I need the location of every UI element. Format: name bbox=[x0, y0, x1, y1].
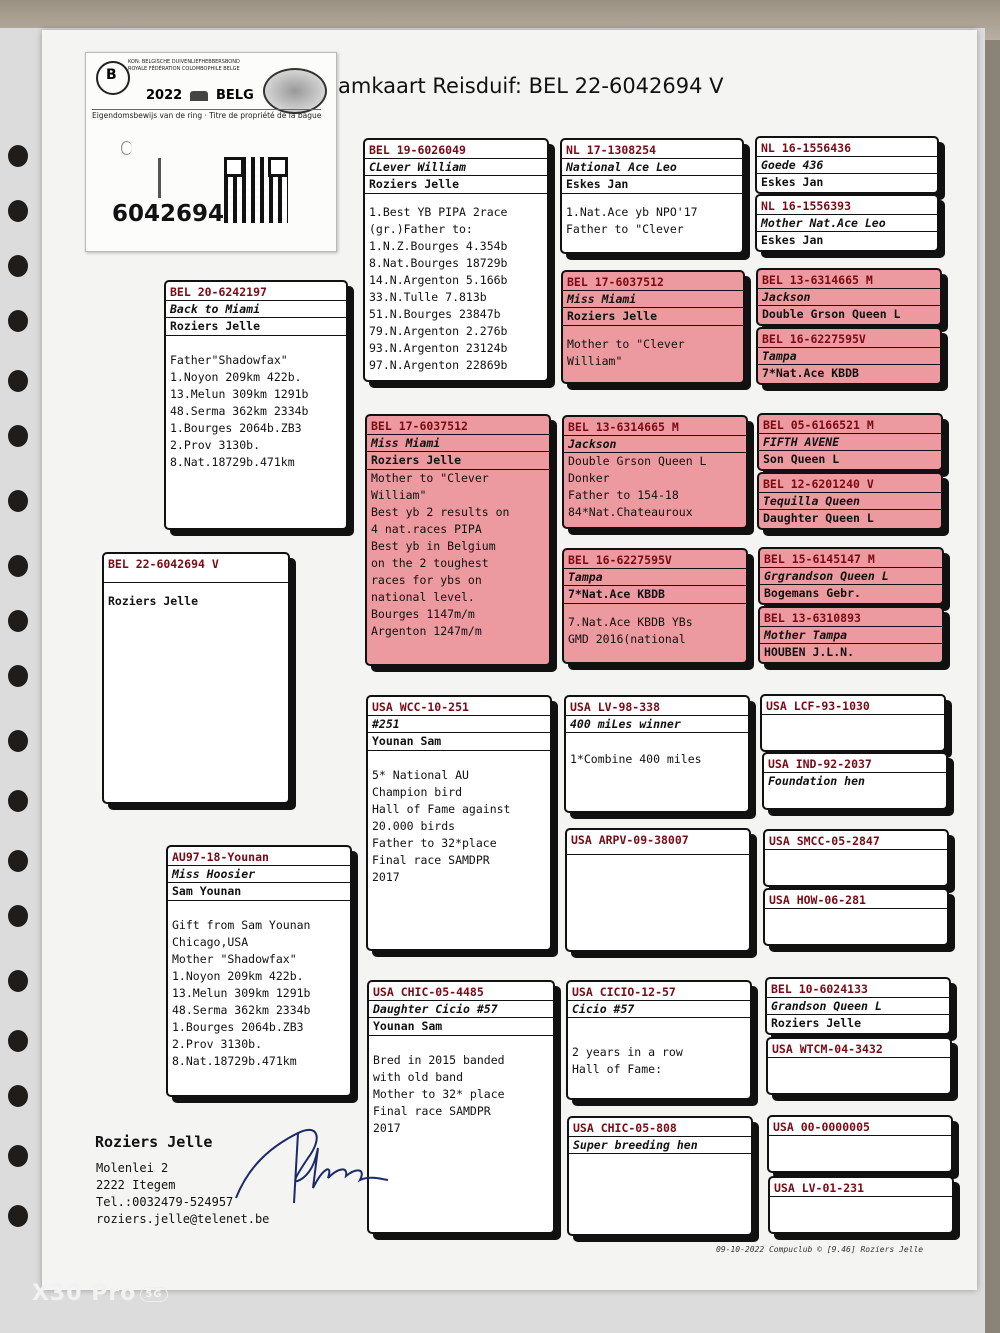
ring-number: BEL 15-6145147 M bbox=[764, 552, 875, 566]
info-line: 2017 bbox=[373, 1121, 401, 1135]
breeder-name: Roziers Jelle bbox=[95, 1133, 213, 1151]
address-email: roziers.jelle@telenet.be bbox=[96, 1212, 270, 1226]
seal-icon bbox=[263, 68, 327, 114]
info-lines bbox=[365, 194, 547, 374]
ring-number: BEL 16-6227595V bbox=[762, 332, 866, 346]
info-line: Final race SAMDPR bbox=[372, 853, 490, 867]
punch-hole bbox=[8, 1030, 28, 1052]
info-line: 48.Serma 362km 2334b bbox=[170, 404, 309, 418]
org-name-fr: ROYALE FÉDÉRATION COLOMBOPHILE BELGE bbox=[128, 66, 240, 72]
pigeon-name: Mother Tampa bbox=[760, 626, 942, 643]
ring-number: USA CICIO-12-57 bbox=[572, 985, 676, 999]
owner: Daughter Queen L bbox=[759, 509, 941, 527]
info-line: 20.000 birds bbox=[372, 819, 456, 833]
pigeon-name: Tampa bbox=[564, 568, 746, 585]
pigeon-name: Jackson bbox=[758, 288, 940, 305]
info-line: 1.Noyon 209km 422b. bbox=[172, 969, 304, 983]
punch-hole bbox=[8, 1145, 28, 1167]
info-line: 5* National AU bbox=[372, 768, 469, 782]
info-line: 8.Nat.18729b.471km bbox=[170, 455, 295, 469]
owner: Son Queen L bbox=[759, 450, 941, 468]
info-lines bbox=[568, 1018, 750, 1078]
owner: Eskes Jan bbox=[757, 231, 937, 249]
owner: HOUBEN J.L.N. bbox=[760, 643, 942, 661]
ring-number: USA HOW-06-281 bbox=[769, 893, 866, 907]
info-line: Champion bird bbox=[372, 785, 463, 799]
ring-number: BEL 20-6242197 bbox=[170, 285, 267, 299]
pigeon-name: Miss Miami bbox=[563, 290, 743, 307]
pigeon-name: Cicio #57 bbox=[568, 1000, 750, 1018]
ring-number: BEL 16-6227595V bbox=[568, 553, 672, 567]
pigeon-card-dss bbox=[564, 695, 750, 813]
pigeon-card-g4-16 bbox=[768, 1176, 954, 1234]
pigeon-card-g4-6 bbox=[757, 472, 943, 530]
pigeon-name: Mother Nat.Ace Leo bbox=[757, 214, 937, 231]
ring-number: BEL 22-6042694 V bbox=[104, 554, 288, 583]
info-line: 8.Nat.Bourges 18729b bbox=[369, 256, 508, 270]
pigeon-name: FIFTH AVENE bbox=[759, 433, 941, 450]
info-line: Mother "Shadowfax" bbox=[172, 952, 297, 966]
info-line: 13.Melun 309km 1291b bbox=[172, 986, 311, 1000]
info-lines bbox=[564, 604, 746, 648]
pigeon-card-g4-1 bbox=[755, 136, 939, 194]
info-line: on the 2 toughest bbox=[371, 556, 489, 570]
pigeon-name bbox=[769, 1135, 951, 1152]
info-line: 1.Nat.Ace yb NPO'17 bbox=[566, 205, 698, 219]
info-line: Mother to 32* place bbox=[373, 1087, 505, 1101]
pigeon-name: Daughter Cicio #57 bbox=[369, 1000, 553, 1017]
punch-hole bbox=[8, 730, 28, 752]
pigeon-name: Tampa bbox=[758, 347, 940, 364]
pigeon-card-ddd bbox=[567, 1116, 753, 1236]
owner: Roziers Jelle bbox=[563, 307, 743, 326]
ring-number: USA LV-01-231 bbox=[774, 1181, 865, 1195]
info-line: 14.N.Argenton 5.166b bbox=[369, 273, 508, 287]
info-line: Donker bbox=[568, 471, 610, 485]
pigeon-card-dam bbox=[166, 845, 352, 1097]
owner: Younan Sam bbox=[369, 1017, 553, 1036]
info-line: Father to "Clever bbox=[566, 222, 684, 236]
pigeon-card-g4-8 bbox=[758, 606, 944, 664]
pigeon-name bbox=[768, 1057, 950, 1074]
punch-hole bbox=[8, 610, 28, 632]
ring-country: BELG bbox=[216, 88, 254, 103]
info-line: 1.Best YB PIPA 2race bbox=[369, 205, 508, 219]
pigeon-card-g4-5 bbox=[757, 413, 943, 471]
ring-number: USA ARPV-09-38007 bbox=[567, 830, 749, 855]
info-line: 1.Noyon 209km 422b. bbox=[170, 370, 302, 384]
info-line: 51.N.Bourges 23847b bbox=[369, 307, 501, 321]
footer-credit: 09-10-2022 Compuclub © [9.46] Roziers Jelle bbox=[716, 1245, 924, 1254]
pigeon-name bbox=[762, 714, 944, 731]
pigeon-name: Super breeding hen bbox=[569, 1136, 751, 1154]
ring-number: AU97-18-Younan bbox=[172, 850, 269, 864]
ring-number: BEL 13-6314665 M bbox=[762, 273, 873, 287]
pigeon-card-sire-dam bbox=[365, 414, 551, 666]
crown-icon bbox=[190, 91, 208, 101]
camera-watermark bbox=[32, 1281, 168, 1306]
info-line: 8.Nat.18729b.471km bbox=[172, 1054, 297, 1068]
owner: Roziers Jelle bbox=[166, 317, 346, 336]
camera-model: X30 Pro bbox=[32, 1281, 137, 1306]
info-line: 97.N.Argenton 22869b bbox=[369, 358, 508, 372]
punch-hole bbox=[8, 425, 28, 447]
ring-number: USA SMCC-05-2847 bbox=[769, 834, 880, 848]
ring-number: BEL 12-6201240 V bbox=[763, 477, 874, 491]
pigeon-name: Goede 436 bbox=[757, 156, 937, 173]
pigeon-name bbox=[765, 849, 947, 866]
info-line: Mother to "Clever bbox=[371, 471, 489, 485]
info-line: GMD 2016(national bbox=[568, 632, 686, 646]
punch-hole bbox=[8, 490, 28, 512]
pigeon-card-g4-12 bbox=[763, 888, 949, 946]
info-line: William" bbox=[567, 354, 623, 368]
info-line: Father to 154-18 bbox=[568, 488, 679, 502]
info-line: with old band bbox=[373, 1070, 464, 1084]
pigeon-name: CLever William bbox=[365, 158, 547, 175]
owner: Eskes Jan bbox=[562, 175, 742, 194]
ring-number: USA LV-98-338 bbox=[570, 700, 661, 714]
address-street: Molenlei 2 bbox=[96, 1161, 169, 1175]
info-line: 48.Serma 362km 2334b bbox=[172, 1003, 311, 1017]
punch-hole bbox=[8, 665, 28, 687]
pigeon-name bbox=[770, 1196, 952, 1213]
owner: Roziers Jelle bbox=[108, 594, 199, 608]
pigeon-name: Jackson bbox=[564, 435, 746, 452]
ring-number: BEL 19-6026049 bbox=[369, 143, 466, 157]
pigeon-name: Back to Miami bbox=[166, 300, 346, 317]
page-title: amkaart Reisduif: BEL 22-6042694 V bbox=[338, 74, 724, 98]
info-line: Mother to "Clever bbox=[567, 337, 685, 351]
info-lines bbox=[166, 336, 346, 471]
pigeon-card-g4-11 bbox=[763, 829, 949, 887]
owner: Roziers Jelle bbox=[365, 175, 547, 194]
pigeon-card-dam-sire bbox=[366, 695, 552, 951]
owner: Roziers Jelle bbox=[367, 451, 549, 470]
punch-hole bbox=[8, 200, 28, 222]
pigeon-card-ssd bbox=[561, 270, 745, 384]
owner: Roziers Jelle bbox=[767, 1014, 949, 1032]
info-line: national level. bbox=[371, 590, 475, 604]
info-line: 2017 bbox=[372, 870, 400, 884]
pigeon-card-sss bbox=[560, 138, 744, 254]
punch-hole bbox=[8, 555, 28, 577]
ring-number: BEL 13-6310893 bbox=[764, 611, 861, 625]
info-line: Argenton 1247m/m bbox=[371, 624, 482, 638]
info-line: Best yb in Belgium bbox=[371, 539, 496, 553]
ring-number: USA LCF-93-1030 bbox=[766, 699, 870, 713]
punch-hole bbox=[8, 145, 28, 167]
pigeon-name: National Ace Leo bbox=[562, 158, 742, 175]
pigeon-name bbox=[765, 908, 947, 925]
ring-number: 6042694 bbox=[112, 201, 225, 227]
info-line: Chicago,USA bbox=[172, 935, 249, 949]
ring-number: NL 16-1556393 bbox=[761, 199, 852, 213]
info-line: Final race SAMDPR bbox=[373, 1104, 491, 1118]
owner: 7*Nat.Ace KBDB bbox=[758, 364, 940, 382]
pigeon-name: #251 bbox=[368, 715, 550, 732]
address-tel: Tel.:0032479-524957 bbox=[96, 1195, 234, 1209]
owner: Eskes Jan bbox=[757, 173, 937, 191]
address-city: 2222 Itegem bbox=[96, 1178, 176, 1192]
info-line: 4 nat.races PIPA bbox=[371, 522, 482, 536]
info-line: 93.N.Argenton 23124b bbox=[369, 341, 508, 355]
signature-icon bbox=[228, 1118, 408, 1208]
info-line: 84*Nat.Chateauroux bbox=[568, 505, 693, 519]
info-line: 2.Prov 3130b. bbox=[170, 438, 261, 452]
pigeon-card-g4-7 bbox=[758, 547, 944, 605]
camera-5g-badge: 5G bbox=[140, 1287, 167, 1302]
property-label: Eigendomsbewijs van de ring · Titre de propriété de la bague bbox=[92, 111, 322, 120]
pigeon-card-g4-10 bbox=[762, 752, 948, 810]
info-line: 1.Bourges 2064b.ZB3 bbox=[170, 421, 302, 435]
pigeon-card-g4-14 bbox=[766, 1037, 952, 1095]
punch-hole bbox=[8, 905, 28, 927]
pigeon-name: Grgrandson Queen L bbox=[760, 567, 942, 584]
punch-hole bbox=[8, 1085, 28, 1107]
info-line: 7.Nat.Ace KBDB YBs bbox=[568, 615, 693, 629]
punch-hole bbox=[8, 255, 28, 277]
pigeon-card-sdd bbox=[562, 548, 748, 664]
org-name-nl: KON. BELGISCHE DUIVENLIEFHEBBERSBOND bbox=[128, 59, 240, 65]
ring-number: BEL 17-6037512 bbox=[371, 419, 468, 433]
ring-number: USA IND-92-2037 bbox=[768, 757, 872, 771]
punch-hole bbox=[8, 850, 28, 872]
pigeon-card-g4-2 bbox=[755, 194, 939, 252]
info-line: 79.N.Argenton 2.276b bbox=[369, 324, 508, 338]
info-line: (gr.)Father to: bbox=[369, 222, 473, 236]
info-line: Gift from Sam Younan bbox=[172, 918, 311, 932]
info-line: Bred in 2015 banded bbox=[373, 1053, 505, 1067]
ring-number: NL 17-1308254 bbox=[566, 143, 657, 157]
owner: 7*Nat.Ace KBDB bbox=[564, 585, 746, 604]
punch-hole bbox=[8, 310, 28, 332]
punch-hole bbox=[8, 790, 28, 812]
info-lines bbox=[564, 452, 746, 521]
pigeon-card-dds bbox=[566, 980, 752, 1100]
info-line: Hall of Fame against bbox=[372, 802, 511, 816]
info-line: 2.Prov 3130b. bbox=[172, 1037, 263, 1051]
pigeon-name: 400 miLes winner bbox=[566, 715, 748, 733]
pigeon-card-sire bbox=[164, 280, 348, 530]
ring-number: NL 16-1556436 bbox=[761, 141, 852, 155]
pigeon-name: Miss Hoosier bbox=[168, 865, 350, 882]
info-line: 1*Combine 400 miles bbox=[570, 752, 702, 766]
punch-hole bbox=[8, 970, 28, 992]
info-line: 2 years in a row bbox=[572, 1045, 683, 1059]
info-lines bbox=[367, 470, 549, 640]
pigeon-card-g4-13 bbox=[765, 977, 951, 1035]
pigeon-card-dsd bbox=[565, 828, 751, 952]
ring-number: BEL 13-6314665 M bbox=[568, 420, 679, 434]
pigeon-card-sds bbox=[562, 415, 748, 529]
pigeon-card-g4-4 bbox=[756, 327, 942, 385]
info-line: Bourges 1147m/m bbox=[371, 607, 475, 621]
pigeon-name: Grandson Queen L bbox=[767, 997, 949, 1014]
info-line: William" bbox=[371, 488, 427, 502]
info-line: 1.Bourges 2064b.ZB3 bbox=[172, 1020, 304, 1034]
punch-hole bbox=[8, 1205, 28, 1227]
info-line: 1.N.Z.Bourges 4.354b bbox=[369, 239, 508, 253]
ring-number: BEL 17-6037512 bbox=[567, 275, 664, 289]
info-line: Father to 32*place bbox=[372, 836, 497, 850]
ring-number: BEL 05-6166521 M bbox=[763, 418, 874, 432]
ring-number: USA CHIC-05-4485 bbox=[373, 985, 484, 999]
pigeon-card-g4-9 bbox=[760, 694, 946, 752]
punch-hole bbox=[8, 370, 28, 392]
info-line: Father"Shadowfax" bbox=[170, 353, 288, 367]
info-lines bbox=[562, 194, 742, 238]
info-lines bbox=[563, 326, 743, 370]
pigeon-card-sire-sire bbox=[363, 138, 549, 382]
info-lines bbox=[168, 901, 350, 1070]
owner: Bogemans Gebr. bbox=[760, 584, 942, 602]
ring-ownership-card bbox=[85, 52, 337, 252]
pigeon-card-g4-3 bbox=[756, 268, 942, 326]
info-lines bbox=[368, 751, 550, 886]
pigeon-name: Tequilla Queen bbox=[759, 492, 941, 509]
ring-year: 2022 bbox=[146, 88, 183, 103]
ring-number: BEL 10-6024133 bbox=[771, 982, 868, 996]
hook-mark bbox=[121, 141, 132, 155]
info-line: 33.N.Tulle 7.813b bbox=[369, 290, 487, 304]
owner: Sam Younan bbox=[168, 882, 350, 901]
qr-code-icon bbox=[224, 157, 288, 223]
owner: Younan Sam bbox=[368, 732, 550, 751]
ring-slot bbox=[158, 158, 161, 198]
pigeon-card-subject bbox=[102, 552, 290, 804]
info-lines bbox=[566, 733, 748, 768]
info-line: Best yb 2 results on bbox=[371, 505, 510, 519]
info-line: races for ybs on bbox=[371, 573, 482, 587]
ring-number: USA WCC-10-251 bbox=[372, 700, 469, 714]
ring-number: USA 00-0000005 bbox=[773, 1120, 870, 1134]
info-line: 13.Melun 309km 1291b bbox=[170, 387, 309, 401]
ring-number: USA CHIC-05-808 bbox=[573, 1121, 677, 1135]
info-line: Hall of Fame: bbox=[572, 1062, 663, 1076]
federation-logo-icon bbox=[96, 61, 130, 95]
pigeon-card-g4-15 bbox=[767, 1115, 953, 1173]
owner: Double Grson Queen L bbox=[758, 305, 940, 323]
pigeon-name: Miss Miami bbox=[367, 434, 549, 451]
ring-number: USA WTCM-04-3432 bbox=[772, 1042, 883, 1056]
pigeon-name: Foundation hen bbox=[764, 772, 946, 789]
info-line: Double Grson Queen L bbox=[568, 454, 707, 468]
